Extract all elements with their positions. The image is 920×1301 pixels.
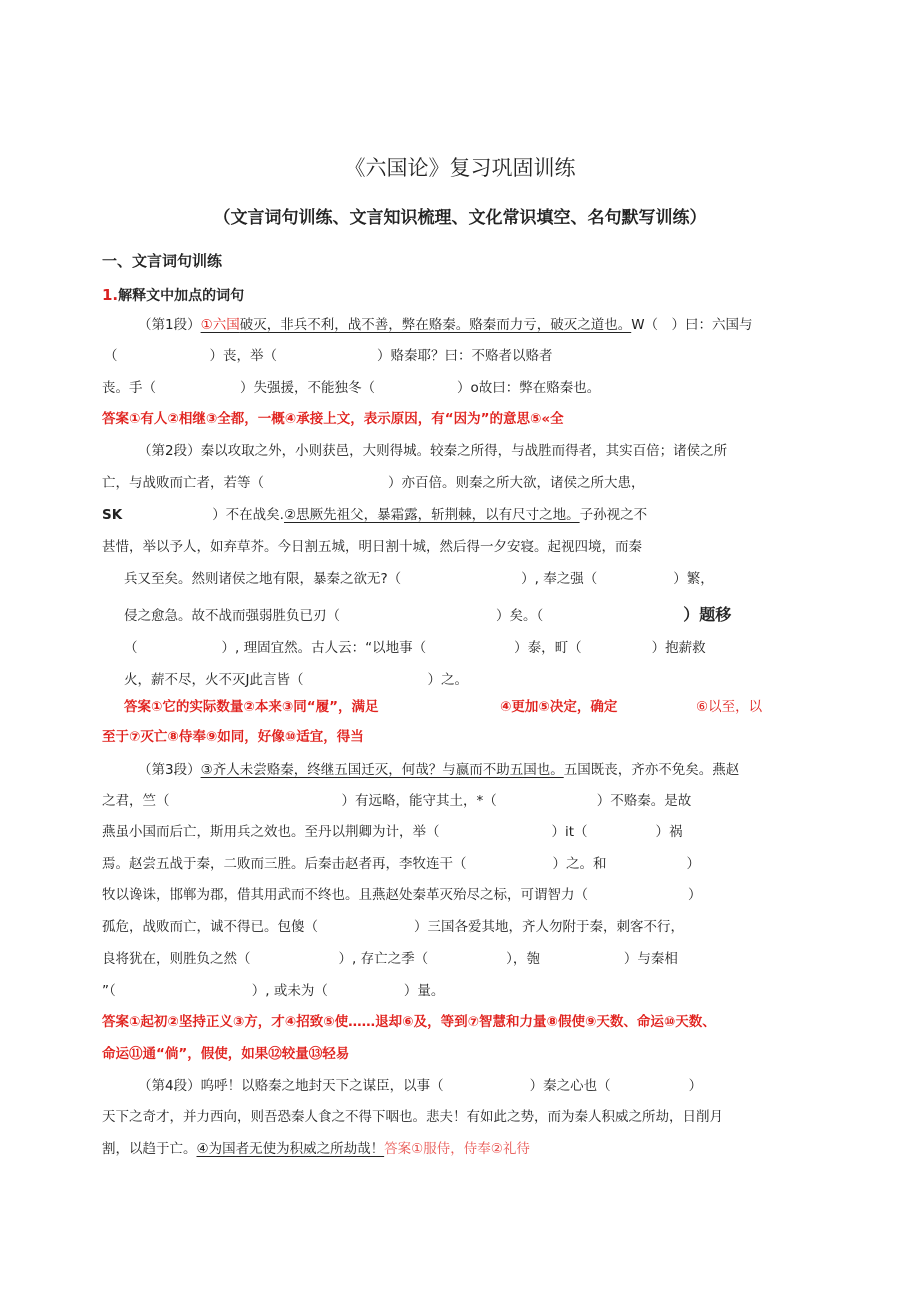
para2-answer-1c: ⑥以至，以 [696, 699, 763, 715]
para2-line2: 亡，与战败而亡者，若等（ ）亦百倍。则秦之所大欲，诸侯之所大患， [102, 475, 645, 491]
para3-line6: 孤危，战败而亡，诚不得已。包傻（ ）三国各爱其地，齐人勿附于秦，刺客不行， [102, 919, 684, 935]
para3-line3: 燕虽小国而后亡，斯用兵之效也。至丹以荆卿为计，举（ ）it（ ）祸 [102, 824, 683, 840]
para4-line2: 天下之奇才，并力西向，则吾恐秦人食之不得下咽也。悲夫！有如此之势，而为秦人积威之所劫，日削月 [102, 1109, 723, 1125]
page-subtitle: （文言词句训练、文言知识梳理、文化常识填空、名句默写训练） [213, 208, 707, 228]
para2-line6: 侵之愈急。故不战而强弱胜负已刃（ ）矣。（ ）题移 [124, 605, 732, 624]
para3-answer-2: 命运⑪通“倘”，假使，如果⑫较量⑬轻易 [102, 1046, 350, 1062]
page-title: 《六国论》复习巩固训练 [344, 156, 576, 180]
para2-answer-1a: 答案①它的实际数量②本来③同“履”，满足 [124, 699, 379, 715]
question-heading [102, 285, 244, 305]
para1-line1: （第1段）①六国破灭，非兵不利，战不善，弊在赂秦。赂秦而力亏，破灭之道也。W（ ）曰：六国与 [138, 317, 753, 333]
para4-line3: 割，以趋于亡。④为国者无使为积威之所劫哉！答案①服侍，侍奉②礼待 [102, 1141, 530, 1157]
para2-line5: 兵又至矣。然则诸侯之地有限，暴秦之欲无?（ ）, 奉之强（ ）繁， [124, 571, 714, 587]
para3-line1: （第3段）③齐人未尝赂秦，终继五国迁灭，何哉？与嬴而不助五国也。五国既丧，齐亦不免矣。燕赵 [138, 762, 740, 778]
para2-line3: SK ）不在战矣.②思厥先祖父，暴霜露，斩荆棘，以有尺寸之地。子孙视之不 [102, 507, 648, 523]
para2-line8: 火，薪不尽，火不灭J此言皆（ ）之。 [124, 672, 468, 688]
para3-line4: 焉。赵尝五战于秦，二败而三胜。后秦击赵者再，李牧连干（ ）之。和 ） [102, 856, 700, 872]
para1-line2: （ ）丧，举（ ）赂秦耶？曰：不赂者以赂者 [104, 348, 553, 364]
para4-line1: （第4段）呜呼！以赂秦之地封天下之谋臣，以事（ ）秦之心也（ ） [138, 1078, 703, 1094]
question-number: 1. [102, 286, 119, 304]
para2-line1: （第2段）秦以攻取之外，小则获邑，大则得城。较秦之所得，与战胜而得者，其实百倍；诸侯之所 [138, 443, 728, 459]
para3-line7: 良将犹在，则胜负之然（ ）, 存亡之季（ ），匏 ）与秦相 [102, 951, 678, 967]
para1-answer: 答案①有人②相继③全都，一概④承接上文，表示原因，有“因为”的意思⑤«全 [102, 411, 564, 427]
para2-answer-1b: ④更加⑤决定，确定 [500, 699, 618, 715]
para2-answer-2: 至于⑦灭亡⑧侍奉⑨如同，好像⑩适宜，得当 [102, 729, 364, 745]
para3-line8: ”（ ）, 或未为（ ）量。 [102, 983, 445, 999]
para3-line2: 之君，竺（ ）有远略，能守其土，*（ ）不赂秦。是故 [102, 793, 692, 809]
question-label: 解释文中加点的词句 [118, 288, 245, 304]
para3-answer-1: 答案①起初②坚持正义③方，才④招致⑤使……退却⑥及，等到⑦智慧和力量⑧假使⑨天数、命运⑩天数、 [102, 1014, 716, 1030]
para2-line7: （ ）, 理固宜然。古人云：“以地事（ ）泰，町（ ）抱薪救 [124, 640, 706, 656]
section-heading: 一、文言词句训练 [102, 252, 223, 270]
para2-line4: 甚惜，举以予人，如弃草芥。今日割五城，明日割十城，然后得一夕安寝。起视四境，而秦 [102, 539, 642, 555]
para3-line5: 牧以谗诛，邯郸为郡，借其用武而不终也。且燕赵处秦革灭殆尽之标，可谓智力（ ） [102, 887, 702, 903]
para1-line3: 丧。手（ ）失强援，不能独冬（ ）o故曰：弊在赂秦也。 [102, 380, 601, 396]
